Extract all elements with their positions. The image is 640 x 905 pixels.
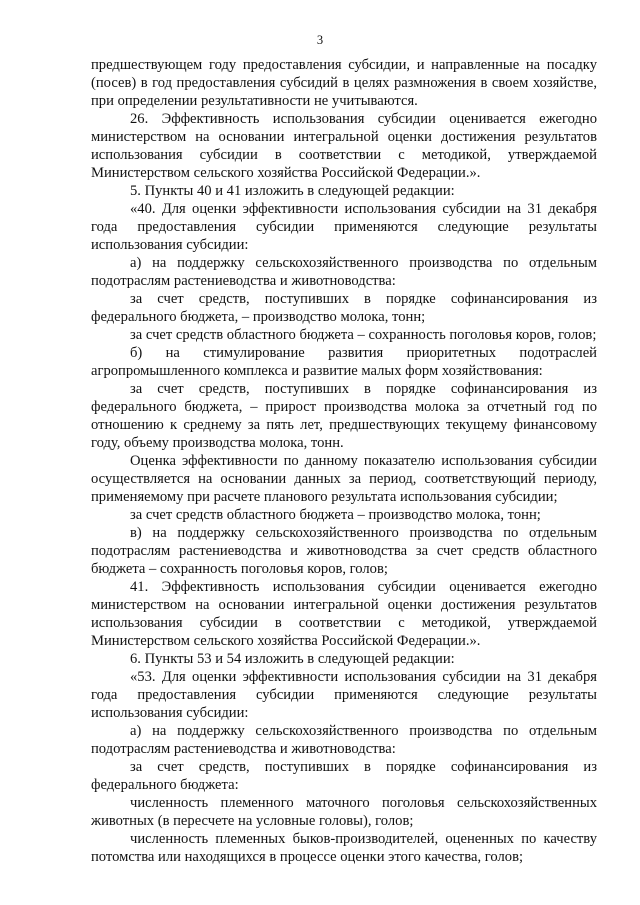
paragraph: а) на поддержку сельскохозяйственного производства по отдельным подотраслям растениеводства и животноводства: bbox=[91, 723, 597, 757]
paragraph: в) на поддержку сельскохозяйственного производства по отдельным подотраслям растениеводства и животноводства за счет средств областного бюджета – сохранность поголовья коров, голов; bbox=[91, 525, 597, 577]
paragraph: 26. Эффективность использования субсидии оценивается ежегодно министерством на основании интегральной оценки достижения результатов использования субсидии в соответствии с методикой, утверждаемой Министерством сельского хозяйства Российской Федерации.». bbox=[91, 111, 597, 181]
paragraph: за счет средств областного бюджета – сохранность поголовья коров, голов; bbox=[130, 327, 597, 343]
paragraph: 6. Пункты 53 и 54 изложить в следующей редакции: bbox=[130, 651, 455, 667]
document-body bbox=[91, 56, 597, 866]
page-number: 3 bbox=[316, 33, 324, 47]
paragraph: предшествующем году предоставления субсидии, и направленные на посадку (посев) в год предоставления субсидий в целях размножения в своем хозяйстве, при определении результативности не учитываются. bbox=[91, 57, 597, 109]
paragraph: а) на поддержку сельскохозяйственного производства по отдельным подотраслям растениеводства и животноводства: bbox=[91, 255, 597, 289]
paragraph: за счет средств, поступивших в порядке софинансирования из федерального бюджета, – прирост производства молока за отчетный год по отношению к среднему за пять лет, предшествующих текущему финансовому году, объему производства молока, тонн. bbox=[91, 381, 597, 451]
paragraph: численность племенного маточного поголовья сельскохозяйственных животных (в пересчете на условные головы), голов; bbox=[91, 795, 597, 829]
paragraph: Оценка эффективности по данному показателю использования субсидии осуществляется на основании данных за период, соответствующий периоду, применяемому при расчете планового результата использования субсидии; bbox=[91, 453, 597, 505]
paragraph: «53. Для оценки эффективности использования субсидии на 31 декабря года предоставления субсидии применяются следующие результаты использования субсидии: bbox=[91, 669, 597, 721]
paragraph: численность племенных быков-производителей, оцененных по качеству потомства или находящихся в процессе оценки этого качества, голов; bbox=[91, 831, 597, 865]
paragraph: за счет средств областного бюджета – производство молока, тонн; bbox=[130, 507, 541, 523]
paragraph: 41. Эффективность использования субсидии оценивается ежегодно министерством на основании интегральной оценки достижения результатов использования субсидии в соответствии с методикой, утверждаемой Министерством сельского хозяйства Российской Федерации.». bbox=[91, 579, 597, 649]
paragraph: «40. Для оценки эффективности использования субсидии на 31 декабря года предоставления субсидии применяются следующие результаты использования субсидии: bbox=[91, 201, 597, 253]
paragraph: 5. Пункты 40 и 41 изложить в следующей редакции: bbox=[130, 183, 455, 199]
paragraph: за счет средств, поступивших в порядке софинансирования из федерального бюджета: bbox=[91, 759, 597, 793]
paragraph: за счет средств, поступивших в порядке софинансирования из федерального бюджета, – производство молока, тонн; bbox=[91, 291, 597, 325]
paragraph: б) на стимулирование развития приоритетных подотраслей агропромышленного комплекса и развитие малых форм хозяйствования: bbox=[91, 345, 597, 379]
